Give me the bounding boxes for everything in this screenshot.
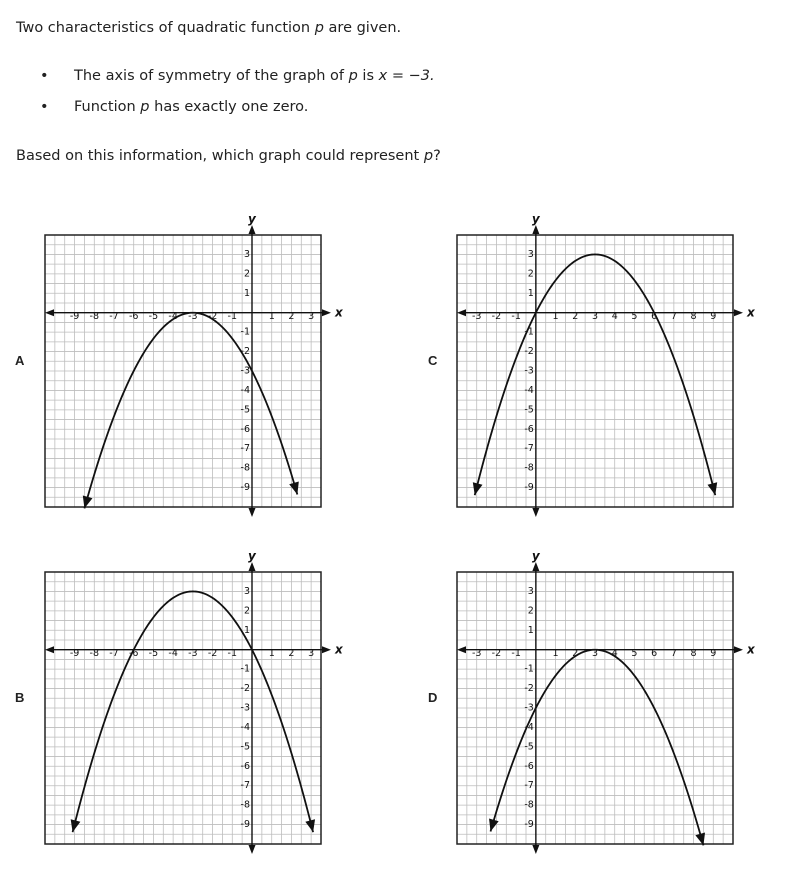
x-tick-label: 9: [710, 648, 717, 660]
y-tick-label: -4: [240, 384, 250, 396]
y-tick-label: -8: [524, 799, 534, 811]
prompt-tail: ?: [433, 148, 441, 164]
x-tick-label: -5: [148, 311, 159, 323]
x-tick-label: -4: [168, 648, 178, 660]
x-tick-label: 3: [591, 648, 599, 660]
y-tick-label: 2: [527, 268, 534, 280]
y-tick-label: -3: [240, 702, 250, 714]
bullet-axis-of-symmetry: [40, 64, 435, 95]
y-tick-label: -5: [240, 741, 250, 753]
bullet-marker: •: [40, 99, 49, 115]
curve-arrow-right: [289, 482, 299, 495]
function-variable: p: [314, 20, 324, 36]
curve-arrow-right: [707, 482, 717, 495]
y-tick-label: 3: [243, 248, 250, 260]
x-tick-label: 4: [611, 311, 618, 323]
curve-arrow-right: [305, 819, 315, 832]
y-tick-label: 2: [243, 605, 250, 617]
y-tick-label: 2: [527, 605, 534, 617]
x-axis-arrow-right: [322, 646, 331, 653]
grid: [457, 235, 733, 507]
graph-option-c[interactable]: [456, 212, 755, 518]
x-tick-label: -1: [227, 648, 238, 660]
question-intro: [16, 20, 401, 36]
bullet-marker: •: [40, 68, 49, 84]
graph-option-a[interactable]: [44, 212, 343, 518]
x-axis-arrow-left: [457, 309, 466, 316]
y-tick-label: 1: [527, 287, 534, 299]
x-tick-label: 6: [651, 648, 658, 660]
question-prompt: [16, 148, 441, 164]
y-tick-label: -8: [524, 462, 534, 474]
function-variable: p: [423, 148, 434, 164]
x-tick-label: 5: [631, 648, 638, 660]
x-tick-label: 3: [591, 311, 599, 323]
y-tick-label: 1: [243, 287, 250, 299]
x-tick-label: -3: [188, 648, 198, 660]
characteristics-list: [40, 64, 435, 126]
y-tick-label: -1: [524, 663, 534, 675]
y-axis-arrow-up: [249, 225, 256, 234]
x-tick-label: -3: [188, 311, 198, 323]
y-tick-label: -9: [240, 482, 250, 494]
x-tick-label: -1: [511, 648, 521, 660]
x-tick-label: -7: [109, 311, 119, 323]
y-tick-label: -6: [240, 423, 250, 435]
intro-text: Two characteristics of quadratic function: [16, 20, 315, 36]
grid: [45, 235, 321, 507]
y-tick-label: -2: [240, 346, 250, 358]
y-tick-label: -6: [524, 423, 534, 435]
curve-arrow-left: [71, 819, 81, 832]
bullet-one-zero: [40, 95, 435, 126]
curve-arrow-left: [489, 819, 499, 832]
y-axis-label: y: [248, 212, 256, 226]
axis-equation: x = −3.: [378, 68, 435, 84]
x-tick-label: 8: [690, 311, 697, 323]
y-axis-label: y: [248, 549, 256, 563]
x-tick-label: -1: [227, 311, 238, 323]
x-axis-arrow-right: [322, 309, 331, 316]
option-letter-d[interactable]: D: [428, 690, 438, 705]
x-tick-label: -4: [168, 311, 178, 323]
y-tick-label: -1: [240, 663, 250, 675]
bullet2-tail: has exactly one zero.: [149, 99, 309, 115]
x-tick-label: 4: [611, 648, 618, 660]
x-axis-arrow-right: [734, 646, 743, 653]
y-tick-label: -3: [524, 365, 534, 377]
y-tick-label: -7: [240, 443, 250, 455]
y-tick-label: -3: [240, 365, 250, 377]
x-axis-arrow-right: [734, 309, 743, 316]
x-axis-label: x: [747, 642, 755, 657]
x-axis-arrow-left: [45, 646, 54, 653]
y-tick-label: 1: [243, 624, 250, 636]
y-tick-label: -7: [524, 780, 534, 792]
y-tick-label: -9: [240, 819, 250, 831]
x-tick-label: 8: [690, 648, 697, 660]
x-tick-label: 1: [552, 311, 559, 323]
bullet1-mid: is: [357, 68, 379, 84]
y-tick-label: 3: [527, 585, 534, 597]
x-tick-label: 1: [268, 648, 275, 660]
x-tick-label: -3: [471, 311, 482, 323]
function-variable: p: [348, 68, 358, 84]
x-tick-label: -9: [69, 648, 80, 660]
x-axis-label: x: [335, 642, 343, 657]
y-tick-label: -8: [240, 462, 250, 474]
x-tick-label: 2: [572, 648, 579, 660]
y-tick-label: 3: [243, 585, 250, 597]
y-tick-label: -2: [524, 346, 534, 358]
x-tick-label: 5: [631, 311, 638, 323]
x-tick-label: 7: [670, 311, 677, 323]
x-tick-label: -5: [148, 648, 159, 660]
y-tick-label: -1: [240, 326, 250, 338]
y-tick-label: -9: [524, 482, 534, 494]
y-tick-label: -4: [524, 384, 534, 396]
x-tick-label: -6: [128, 311, 139, 323]
option-letter-c[interactable]: C: [428, 353, 438, 368]
y-axis-arrow-up: [532, 225, 539, 234]
y-tick-label: -7: [524, 443, 534, 455]
bullet2-text: Function: [74, 99, 141, 115]
x-tick-label: 1: [268, 311, 275, 323]
x-tick-label: -7: [109, 648, 119, 660]
y-tick-label: -5: [524, 404, 534, 416]
y-axis-arrow-down: [249, 508, 256, 517]
grid: [45, 572, 321, 844]
x-tick-label: 2: [572, 311, 579, 323]
x-tick-label: -1: [511, 311, 521, 323]
y-axis-arrow-up: [249, 562, 256, 571]
x-tick-label: 7: [670, 648, 677, 660]
bullet1-text: The axis of symmetry of the graph of: [74, 68, 349, 84]
prompt-text: Based on this information, which graph could represent: [16, 148, 424, 164]
y-tick-label: 1: [527, 624, 534, 636]
x-tick-label: 2: [288, 648, 295, 660]
option-letter-b[interactable]: B: [15, 690, 25, 705]
y-tick-label: -4: [240, 721, 250, 733]
x-tick-label: -9: [69, 311, 80, 323]
y-tick-label: -5: [524, 741, 534, 753]
y-tick-label: -5: [240, 404, 250, 416]
x-tick-label: 6: [651, 311, 658, 323]
y-tick-label: -6: [240, 760, 250, 772]
y-axis-label: y: [531, 549, 540, 563]
y-tick-label: -9: [524, 819, 534, 831]
y-axis-arrow-down: [249, 845, 256, 854]
x-tick-label: -2: [491, 311, 502, 323]
x-tick-label: -8: [89, 648, 100, 660]
x-tick-label: -8: [89, 311, 100, 323]
x-axis-arrow-left: [457, 646, 466, 653]
x-tick-label: -2: [207, 648, 218, 660]
x-tick-label: 2: [288, 311, 295, 323]
x-tick-label: -2: [207, 311, 218, 323]
option-letter-a[interactable]: A: [15, 353, 25, 368]
graph-option-b[interactable]: [44, 549, 343, 855]
x-tick-label: 3: [308, 648, 315, 660]
y-tick-label: -2: [240, 683, 250, 695]
x-tick-label: 1: [552, 648, 559, 660]
y-tick-label: -4: [524, 721, 534, 733]
y-tick-label: -6: [524, 760, 534, 772]
y-axis-arrow-down: [532, 508, 539, 517]
graph-option-d[interactable]: [456, 549, 755, 855]
y-axis-arrow-down: [532, 845, 539, 854]
y-tick-label: -8: [240, 799, 250, 811]
intro-text-tail: are given.: [323, 20, 402, 36]
x-axis-arrow-left: [45, 309, 54, 316]
x-axis-label: x: [747, 305, 755, 320]
x-tick-label: -3: [471, 648, 482, 660]
y-tick-label: -3: [524, 702, 534, 714]
y-tick-label: -7: [240, 780, 250, 792]
y-axis-label: y: [531, 212, 540, 226]
x-tick-label: 9: [710, 311, 717, 323]
y-tick-label: -2: [524, 683, 534, 695]
x-tick-label: -2: [491, 648, 502, 660]
y-tick-label: -1: [524, 326, 534, 338]
x-tick-label: -6: [128, 648, 139, 660]
x-tick-label: 3: [308, 311, 315, 323]
x-axis-label: x: [335, 305, 343, 320]
y-tick-label: 2: [243, 268, 250, 280]
curve-arrow-left: [473, 482, 483, 495]
function-variable: p: [140, 99, 150, 115]
y-axis-arrow-up: [532, 562, 539, 571]
y-tick-label: 3: [527, 248, 534, 260]
